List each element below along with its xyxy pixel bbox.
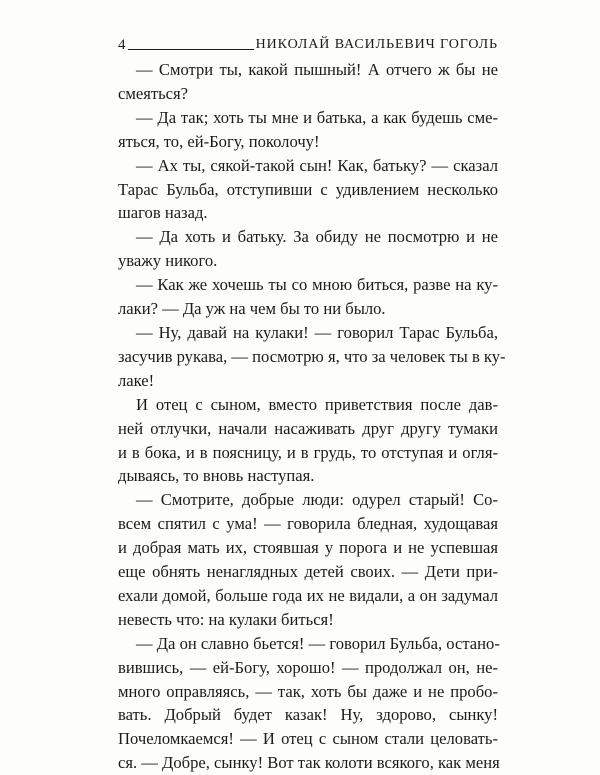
text-line: еще обнять ненаглядных детей своих. — Дети при- (118, 562, 498, 582)
text-line: ней отлучки, начали насаживать друг другу тумаки (118, 418, 498, 438)
text-line: вать. Добрый будет казак! Ну, здорово, сынку! (118, 705, 498, 725)
text-line: много оправляясь, — так, хоть бы даже и не пробо- (118, 681, 498, 701)
text-line: — Да он славно бьется! — говорил Бульба, остано- (136, 633, 500, 653)
text-line: Тарас Бульба, отступивши с удивлением несколько (118, 179, 498, 199)
text-line: Почеломкаемся! — И отец с сыном стали целовать- (118, 729, 498, 749)
text-line: И отец с сыном, вместо приветствия после дав- (136, 394, 498, 414)
text-line: — Смотрите, добрые люди: одурел старый! Со- (136, 490, 498, 510)
text-line: — Смотри ты, какой пышный! А отчего ж бы не (136, 60, 498, 79)
paragraph (118, 154, 498, 226)
paragraph (118, 273, 498, 321)
page-number: 4 (118, 37, 126, 53)
paragraph (118, 58, 498, 106)
text-line: — Да хоть и батьку. За обиду не посмотрю и не (136, 227, 498, 247)
text-line: дываясь, то вновь наступая. (118, 466, 315, 486)
paragraph (118, 106, 498, 154)
text-line: яться, то, ей-Богу, поколочу! (118, 131, 320, 151)
text-line: шагов назад. (118, 203, 208, 223)
paragraph (118, 632, 498, 775)
text-line: всем спятил с ума! — говорила бледная, худощавая (118, 514, 498, 534)
text-line: ехали домой, больше года их не видали, а он задумал (118, 585, 498, 605)
paragraph (118, 393, 498, 489)
text-line: смеяться? (118, 83, 189, 103)
text-line: и в бока, и в поясницу, и в грудь, то отступая и огля- (118, 442, 498, 462)
text-line: невесть что: на кулаки биться! (118, 609, 334, 629)
header-rule (128, 49, 254, 50)
body-text (118, 58, 506, 775)
page-header (118, 33, 498, 53)
text-line: — Ну, давай на кулаки! — говорил Тарас Бульба, (136, 322, 498, 342)
text-line: засучив рукава, — посмотрю я, что за человек ты в ку- (118, 346, 506, 366)
paragraph (118, 321, 506, 393)
text-line: уважу никого. (118, 251, 218, 271)
text-line: лаки? — Да уж на чем бы то ни было. (118, 299, 386, 319)
text-line: ся. — Добре, сынку! Вот так колоти всякого, как меня (118, 753, 500, 773)
paragraph (118, 225, 498, 273)
text-line: — Да так; хоть ты мне и батька, а как будешь сме- (136, 107, 498, 127)
text-line: — Как же хочешь ты со мною биться, разве на ку- (136, 275, 498, 295)
text-line: лаке! (118, 370, 155, 390)
running-head: НИКОЛАЙ ВАСИЛЬЕВИЧ ГОГОЛЬ (255, 37, 498, 52)
text-line: — Ах ты, сякой-такой сын! Как, батьку? — сказал (136, 155, 498, 175)
text-line: вившись, — ей-Богу, хорошо! — продолжал он, не- (118, 657, 498, 677)
paragraph (118, 488, 498, 631)
text-line: и добрая мать их, стоявшая у порога и не успевшая (118, 538, 498, 558)
